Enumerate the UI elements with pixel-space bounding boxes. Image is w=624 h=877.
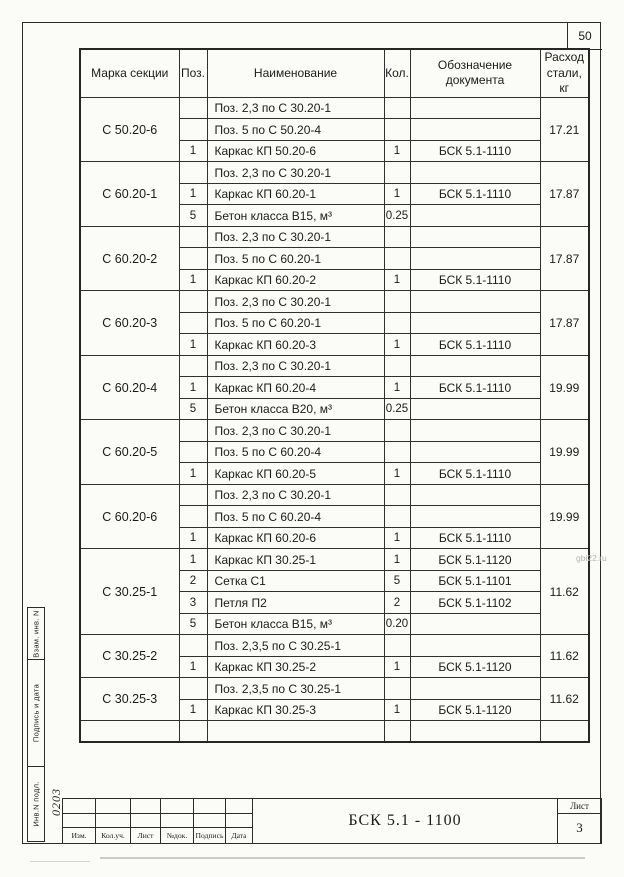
- cell-steel-consumption: 11.62: [540, 549, 589, 635]
- cell-pos: 1: [179, 527, 207, 549]
- col-header-mark: Марка секции: [80, 49, 179, 97]
- cell-section-mark: С 30.25-3: [80, 678, 179, 721]
- cell-name: Поз. 5 по С 50.20-4: [207, 119, 384, 141]
- cell-section-mark: С 60.20-4: [80, 355, 179, 420]
- cell-steel-consumption: 17.87: [540, 291, 589, 356]
- cell-name: Каркас КП 60.20-4: [207, 377, 384, 399]
- cell-doc: БСК 5.1-1110: [410, 463, 540, 485]
- margin-box-vzam-inv: [27, 607, 45, 660]
- cell-name: Петля П2: [207, 592, 384, 614]
- table-row: [80, 355, 589, 377]
- cell-qty: 1: [384, 183, 410, 205]
- cell-pos: [179, 678, 207, 700]
- cell-qty: 5: [384, 570, 410, 592]
- sheet-box: [557, 799, 601, 843]
- cell-pos: [179, 226, 207, 248]
- document-number: БСК 5.1 - 1100: [348, 812, 462, 829]
- cell-pos: 5: [179, 205, 207, 227]
- cell-section-mark: С 30.25-1: [80, 549, 179, 635]
- cell-pos: 1: [179, 183, 207, 205]
- cell-name: [207, 721, 384, 743]
- cell-name: Каркас КП 60.20-3: [207, 334, 384, 356]
- cell-steel-consumption: [540, 721, 589, 743]
- cell-qty: [384, 635, 410, 657]
- scan-artifact-line: [100, 857, 585, 859]
- cell-name: Каркас КП 60.20-1: [207, 183, 384, 205]
- margin-label: Подпись и дата: [31, 683, 41, 743]
- cell-pos: [179, 97, 207, 119]
- cell-doc: [410, 226, 540, 248]
- table-row: [80, 226, 589, 248]
- cell-name: Поз. 5 по С 60.20-4: [207, 506, 384, 528]
- cell-steel-consumption: 19.99: [540, 420, 589, 485]
- cell-doc: [410, 312, 540, 334]
- margin-label: Инв.N подл.: [31, 781, 41, 827]
- cell-doc: [410, 398, 540, 420]
- cell-doc: БСК 5.1-1110: [410, 377, 540, 399]
- cell-doc: [410, 248, 540, 270]
- cell-qty: 1: [384, 527, 410, 549]
- cell-doc: [410, 355, 540, 377]
- cell-name: Поз. 2,3,5 по С 30.25-1: [207, 635, 384, 657]
- cell-name: Каркас КП 50.20-6: [207, 140, 384, 162]
- cell-name: Бетон класса В15, м³: [207, 205, 384, 227]
- cell-doc: БСК 5.1-1110: [410, 334, 540, 356]
- col-header-name: Наименование: [207, 49, 384, 97]
- cell-qty: 1: [384, 463, 410, 485]
- cell-name: Бетон класса В15, м³: [207, 613, 384, 635]
- cell-pos: [179, 119, 207, 141]
- margin-label: Взам. инв. N: [31, 609, 41, 658]
- label-podpis: Подпись: [194, 828, 226, 843]
- cell-doc: БСК 5.1-1110: [410, 527, 540, 549]
- cell-doc: БСК 5.1-1110: [410, 183, 540, 205]
- cell-pos: [179, 484, 207, 506]
- cell-pos: [179, 721, 207, 743]
- table-row: [80, 635, 589, 657]
- margin-box-podpis-data: [27, 659, 45, 767]
- cell-pos: [179, 420, 207, 442]
- cell-doc: [410, 678, 540, 700]
- cell-qty: [384, 678, 410, 700]
- cell-doc: [410, 420, 540, 442]
- cell-qty: [384, 312, 410, 334]
- cell-pos: 1: [179, 140, 207, 162]
- cell-name: Каркас КП 60.20-6: [207, 527, 384, 549]
- cell-qty: [384, 506, 410, 528]
- cell-doc: [410, 635, 540, 657]
- cell-doc: [410, 97, 540, 119]
- cell-steel-consumption: 17.21: [540, 97, 589, 162]
- cell-qty: 1: [384, 549, 410, 571]
- cell-pos: 1: [179, 656, 207, 678]
- cell-doc: [410, 484, 540, 506]
- sheet-label: Лист: [558, 799, 601, 814]
- cell-qty: [384, 484, 410, 506]
- label-izm: Изм.: [63, 828, 96, 843]
- cell-pos: 5: [179, 398, 207, 420]
- cell-qty: [384, 119, 410, 141]
- cell-qty: 1: [384, 334, 410, 356]
- sheet-number: 3: [576, 820, 583, 835]
- specification-table: [79, 48, 590, 743]
- page-number-box: [567, 23, 602, 50]
- table-row: [80, 291, 589, 313]
- cell-pos: [179, 441, 207, 463]
- page-number: 50: [578, 29, 592, 43]
- handwritten-inventory-number: 0203: [48, 788, 63, 816]
- cell-name: Каркас КП 30.25-2: [207, 656, 384, 678]
- cell-steel-consumption: 17.87: [540, 226, 589, 291]
- cell-qty: 1: [384, 140, 410, 162]
- cell-section-mark: С 30.25-2: [80, 635, 179, 678]
- cell-doc: [410, 162, 540, 184]
- cell-steel-consumption: 11.62: [540, 635, 589, 678]
- cell-pos: [179, 506, 207, 528]
- cell-name: Каркас КП 30.25-1: [207, 549, 384, 571]
- cell-name: Поз. 2,3 по С 30.20-1: [207, 162, 384, 184]
- cell-section-mark: С 60.20-3: [80, 291, 179, 356]
- cell-name: Каркас КП 60.20-2: [207, 269, 384, 291]
- cell-qty: [384, 291, 410, 313]
- table-row: [80, 97, 589, 119]
- cell-name: Поз. 2,3 по С 30.20-1: [207, 226, 384, 248]
- scan-artifact-line: [30, 861, 90, 862]
- cell-qty: 1: [384, 377, 410, 399]
- cell-pos: [179, 635, 207, 657]
- cell-doc: БСК 5.1-1120: [410, 699, 540, 721]
- col-header-qty: Кол.: [384, 49, 410, 97]
- watermark: gbi22.ru: [576, 553, 607, 563]
- cell-doc: БСК 5.1-1120: [410, 549, 540, 571]
- table-header-row: [80, 49, 589, 97]
- cell-qty: 2: [384, 592, 410, 614]
- cell-name: Поз. 2,3 по С 30.20-1: [207, 97, 384, 119]
- cell-pos: 1: [179, 269, 207, 291]
- cell-pos: 1: [179, 549, 207, 571]
- cell-doc: [410, 291, 540, 313]
- cell-doc: БСК 5.1-1110: [410, 269, 540, 291]
- table-row: [80, 162, 589, 184]
- col-header-steel: Расход стали, кг: [540, 49, 589, 97]
- table-row: [80, 549, 589, 571]
- label-data: Дата: [226, 828, 253, 843]
- cell-steel-consumption: 11.62: [540, 678, 589, 721]
- table-row: [80, 484, 589, 506]
- cell-pos: 1: [179, 463, 207, 485]
- cell-qty: 0.20: [384, 613, 410, 635]
- cell-doc: [410, 506, 540, 528]
- cell-qty: [384, 441, 410, 463]
- cell-name: Поз. 2,3 по С 30.20-1: [207, 291, 384, 313]
- cell-name: Поз. 5 по С 60.20-1: [207, 312, 384, 334]
- cell-qty: [384, 226, 410, 248]
- cell-qty: 0.25: [384, 205, 410, 227]
- cell-name: Сетка С1: [207, 570, 384, 592]
- cell-pos: 2: [179, 570, 207, 592]
- cell-qty: 1: [384, 656, 410, 678]
- table-row: [80, 420, 589, 442]
- cell-qty: 0.25: [384, 398, 410, 420]
- cell-name: Поз. 2,3,5 по С 30.25-1: [207, 678, 384, 700]
- table-row: [80, 721, 589, 743]
- revision-table: [63, 799, 253, 843]
- cell-qty: 1: [384, 269, 410, 291]
- cell-section-mark: С 50.20-6: [80, 97, 179, 162]
- cell-doc: БСК 5.1-1110: [410, 140, 540, 162]
- table-row: [80, 678, 589, 700]
- cell-pos: 1: [179, 334, 207, 356]
- cell-pos: [179, 355, 207, 377]
- cell-doc: БСК 5.1-1102: [410, 592, 540, 614]
- cell-pos: [179, 162, 207, 184]
- label-koluch: Кол.уч.: [96, 828, 131, 843]
- cell-section-mark: С 60.20-1: [80, 162, 179, 227]
- cell-name: Поз. 2,3 по С 30.20-1: [207, 420, 384, 442]
- cell-qty: [384, 162, 410, 184]
- cell-name: Поз. 2,3 по С 30.20-1: [207, 484, 384, 506]
- cell-name: Поз. 5 по С 60.20-4: [207, 441, 384, 463]
- title-block: [62, 798, 602, 844]
- cell-name: Поз. 5 по С 60.20-1: [207, 248, 384, 270]
- cell-pos: 3: [179, 592, 207, 614]
- cell-qty: 1: [384, 699, 410, 721]
- cell-pos: [179, 312, 207, 334]
- cell-doc: [410, 119, 540, 141]
- cell-steel-consumption: 19.99: [540, 484, 589, 549]
- cell-qty: [384, 248, 410, 270]
- cell-qty: [384, 355, 410, 377]
- cell-section-mark: С 60.20-2: [80, 226, 179, 291]
- cell-pos: [179, 248, 207, 270]
- cell-name: Бетон класса В20, м³: [207, 398, 384, 420]
- cell-pos: 1: [179, 699, 207, 721]
- cell-steel-consumption: 17.87: [540, 162, 589, 227]
- cell-doc: [410, 205, 540, 227]
- cell-steel-consumption: 19.99: [540, 355, 589, 420]
- label-ndok: №док.: [161, 828, 194, 843]
- cell-pos: [179, 291, 207, 313]
- cell-qty: [384, 721, 410, 743]
- spec-table-body: [80, 97, 589, 742]
- label-list: Лист: [131, 828, 161, 843]
- cell-name: Поз. 2,3 по С 30.20-1: [207, 355, 384, 377]
- cell-pos: 5: [179, 613, 207, 635]
- cell-doc: [410, 721, 540, 743]
- cell-doc: [410, 613, 540, 635]
- cell-name: Каркас КП 60.20-5: [207, 463, 384, 485]
- col-header-doc: Обозначение документа: [410, 49, 540, 97]
- cell-pos: 1: [179, 377, 207, 399]
- cell-section-mark: С 60.20-6: [80, 484, 179, 549]
- cell-doc: [410, 441, 540, 463]
- cell-section-mark: С 60.20-5: [80, 420, 179, 485]
- cell-qty: [384, 420, 410, 442]
- cell-name: Каркас КП 30.25-3: [207, 699, 384, 721]
- cell-doc: БСК 5.1-1101: [410, 570, 540, 592]
- cell-section-mark: [80, 721, 179, 743]
- cell-qty: [384, 97, 410, 119]
- cell-doc: БСК 5.1-1120: [410, 656, 540, 678]
- col-header-pos: Поз.: [179, 49, 207, 97]
